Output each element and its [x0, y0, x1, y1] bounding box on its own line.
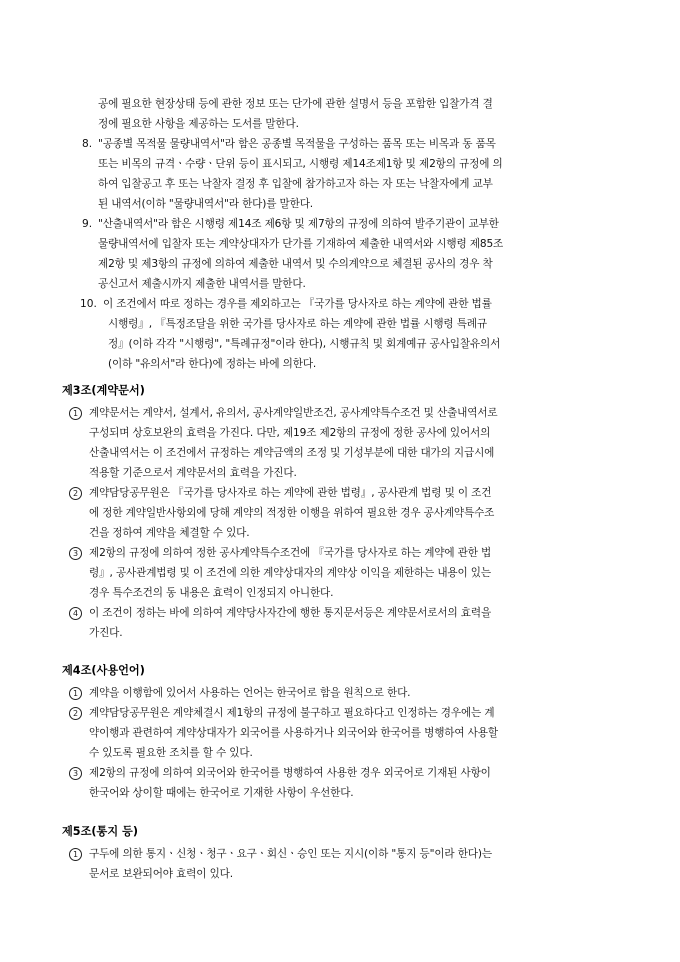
paragraph-number-mark: 1: [69, 687, 82, 700]
definition-text-line: 된 내역서(이하 "물량내역서"라 한다)를 말한다.: [98, 198, 314, 210]
definition-text-line: 하여 입찰공고 후 또는 낙찰자 결정 후 입찰에 참가하고자 하는 자 또는 낙찰자에게 교부: [98, 178, 493, 190]
paragraph-text-line: 경우 특수조건의 동 내용은 효력이 인정되지 아니한다.: [89, 587, 334, 599]
paragraph-text-line: 계약담당공무원은 『국가를 당사자로 하는 계약에 관한 법령』, 공사관계 법령 및 이 조건: [89, 487, 492, 499]
paragraph-text-line: 령』, 공사관계법령 및 이 조건에 의한 계약상대자의 계약상 이익을 제한하는 내용이 있는: [89, 567, 491, 579]
article-heading: 제3조(계약문서): [62, 384, 145, 397]
definition-text-line: "공종별 목적물 물량내역서"라 함은 공종별 목적물을 구성하는 품목 또는 비목과 동 품목: [98, 138, 496, 150]
paragraph-text-line: 구두에 의한 통지ㆍ신청ㆍ청구ㆍ요구ㆍ회신ㆍ승인 또는 지시(이하 "통지 등"이라 한다)는: [89, 848, 492, 860]
article-heading: 제4조(사용언어): [62, 664, 145, 677]
paragraph-number-mark: 3: [69, 547, 82, 560]
paragraph-number-mark: 4: [69, 607, 82, 620]
paragraph-text-line: 가진다.: [89, 627, 123, 639]
definition-text-line: 또는 비목의 규격ㆍ수량ㆍ단위 등이 표시되고, 시행령 제14조제1항 및 제2항의 규정에 의: [98, 158, 503, 170]
definition-text-line: 시행령』, 『특정조달을 위한 국가를 당사자로 하는 계약에 관한 법률 시행령 특례규: [108, 318, 487, 330]
definition-text-line: "산출내역서"라 함은 시행령 제14조 제6항 및 제7항의 규정에 의하여 발주기관이 교부한: [98, 218, 499, 230]
paragraph-text-line: 적용할 기준으로서 계약문서의 효력을 가진다.: [89, 467, 297, 479]
paragraph-text-line: 문서로 보완되어야 효력이 있다.: [89, 868, 233, 880]
definition-7-text-line: 정에 필요한 사항을 제공하는 도서를 말한다.: [98, 118, 299, 130]
definition-text-line: 이 조건에서 따로 정하는 경우를 제외하고는 『국가를 당사자로 하는 계약에 관한 법률: [103, 298, 492, 310]
paragraph-number-mark: 2: [69, 487, 82, 500]
paragraph-text-line: 수 있도록 필요한 조치를 할 수 있다.: [89, 747, 253, 759]
paragraph-text-line: 계약을 이행함에 있어서 사용하는 언어는 한국어로 함을 원칙으로 한다.: [89, 687, 411, 699]
definition-text-line: 공신고서 제출시까지 제출한 내역서를 말한다.: [98, 278, 306, 290]
definition-number: 10.: [80, 298, 97, 310]
paragraph-text-line: 에 정한 계약일반사항외에 당해 계약의 적정한 이행을 위하여 필요한 경우 공사계약특수조: [89, 507, 495, 519]
definition-number: 9.: [82, 218, 93, 230]
definition-text-line: (이하 "유의서"라 한다)에 정하는 바에 의한다.: [108, 358, 317, 370]
definition-7-text-line: 공에 필요한 현장상태 등에 관한 정보 또는 단가에 관한 설명서 등을 포함한 입찰가격 결: [98, 98, 493, 110]
paragraph-text-line: 약이행과 관련하여 계약상대자가 외국어를 사용하거나 외국어와 한국어를 병행하여 사용할: [89, 727, 498, 739]
paragraph-text-line: 산출내역서는 이 조건에서 규정하는 계약금액의 조정 및 기성부분에 대한 대가의 지급시에: [89, 447, 495, 459]
paragraph-text-line: 한국어와 상이할 때에는 한국어로 기재한 사항이 우선한다.: [89, 787, 354, 799]
paragraph-number-mark: 1: [69, 848, 82, 861]
paragraph-text-line: 제2항의 규정에 의하여 외국어와 한국어를 병행하여 사용한 경우 외국어로 기재된 사항이: [89, 767, 491, 779]
paragraph-text-line: 건을 정하여 계약을 체결할 수 있다.: [89, 527, 250, 539]
definition-text-line: 제2항 및 제3항의 규정에 의하여 제출한 내역서 및 수의계약으로 체결된 공사의 경우 착: [98, 258, 493, 270]
paragraph-number-mark: 2: [69, 707, 82, 720]
paragraph-text-line: 이 조건이 정하는 바에 의하여 계약당사자간에 행한 통지문서등은 계약문서로서의 효력을: [89, 607, 492, 619]
definition-number: 8.: [82, 138, 93, 150]
article-heading: 제5조(통지 등): [62, 825, 138, 838]
paragraph-text-line: 계약담당공무원은 계약체결시 제1항의 규정에 불구하고 필요하다고 인정하는 경우에는 계: [89, 707, 495, 719]
paragraph-text-line: 계약문서는 계약서, 설계서, 유의서, 공사계약일반조건, 공사계약특수조건 및 산출내역서로: [89, 407, 498, 419]
definition-text-line: 물량내역서에 입찰자 또는 계약상대자가 단가를 기재하여 제출한 내역서와 시행령 제85조: [98, 238, 504, 250]
paragraph-text-line: 제2항의 규정에 의하여 정한 공사계약특수조건에 『국가를 당사자로 하는 계약에 관한 법: [89, 547, 492, 559]
paragraph-text-line: 구성되며 상호보완의 효력을 가진다. 다만, 제19조 제2항의 규정에 정한 공사에 있어서의: [89, 427, 491, 439]
paragraph-number-mark: 3: [69, 767, 82, 780]
definition-text-line: 정』(이하 각각 "시행령", "특례규정"이라 한다), 시행규칙 및 회계예규 공사입찰유의서: [108, 338, 501, 350]
paragraph-number-mark: 1: [69, 407, 82, 420]
